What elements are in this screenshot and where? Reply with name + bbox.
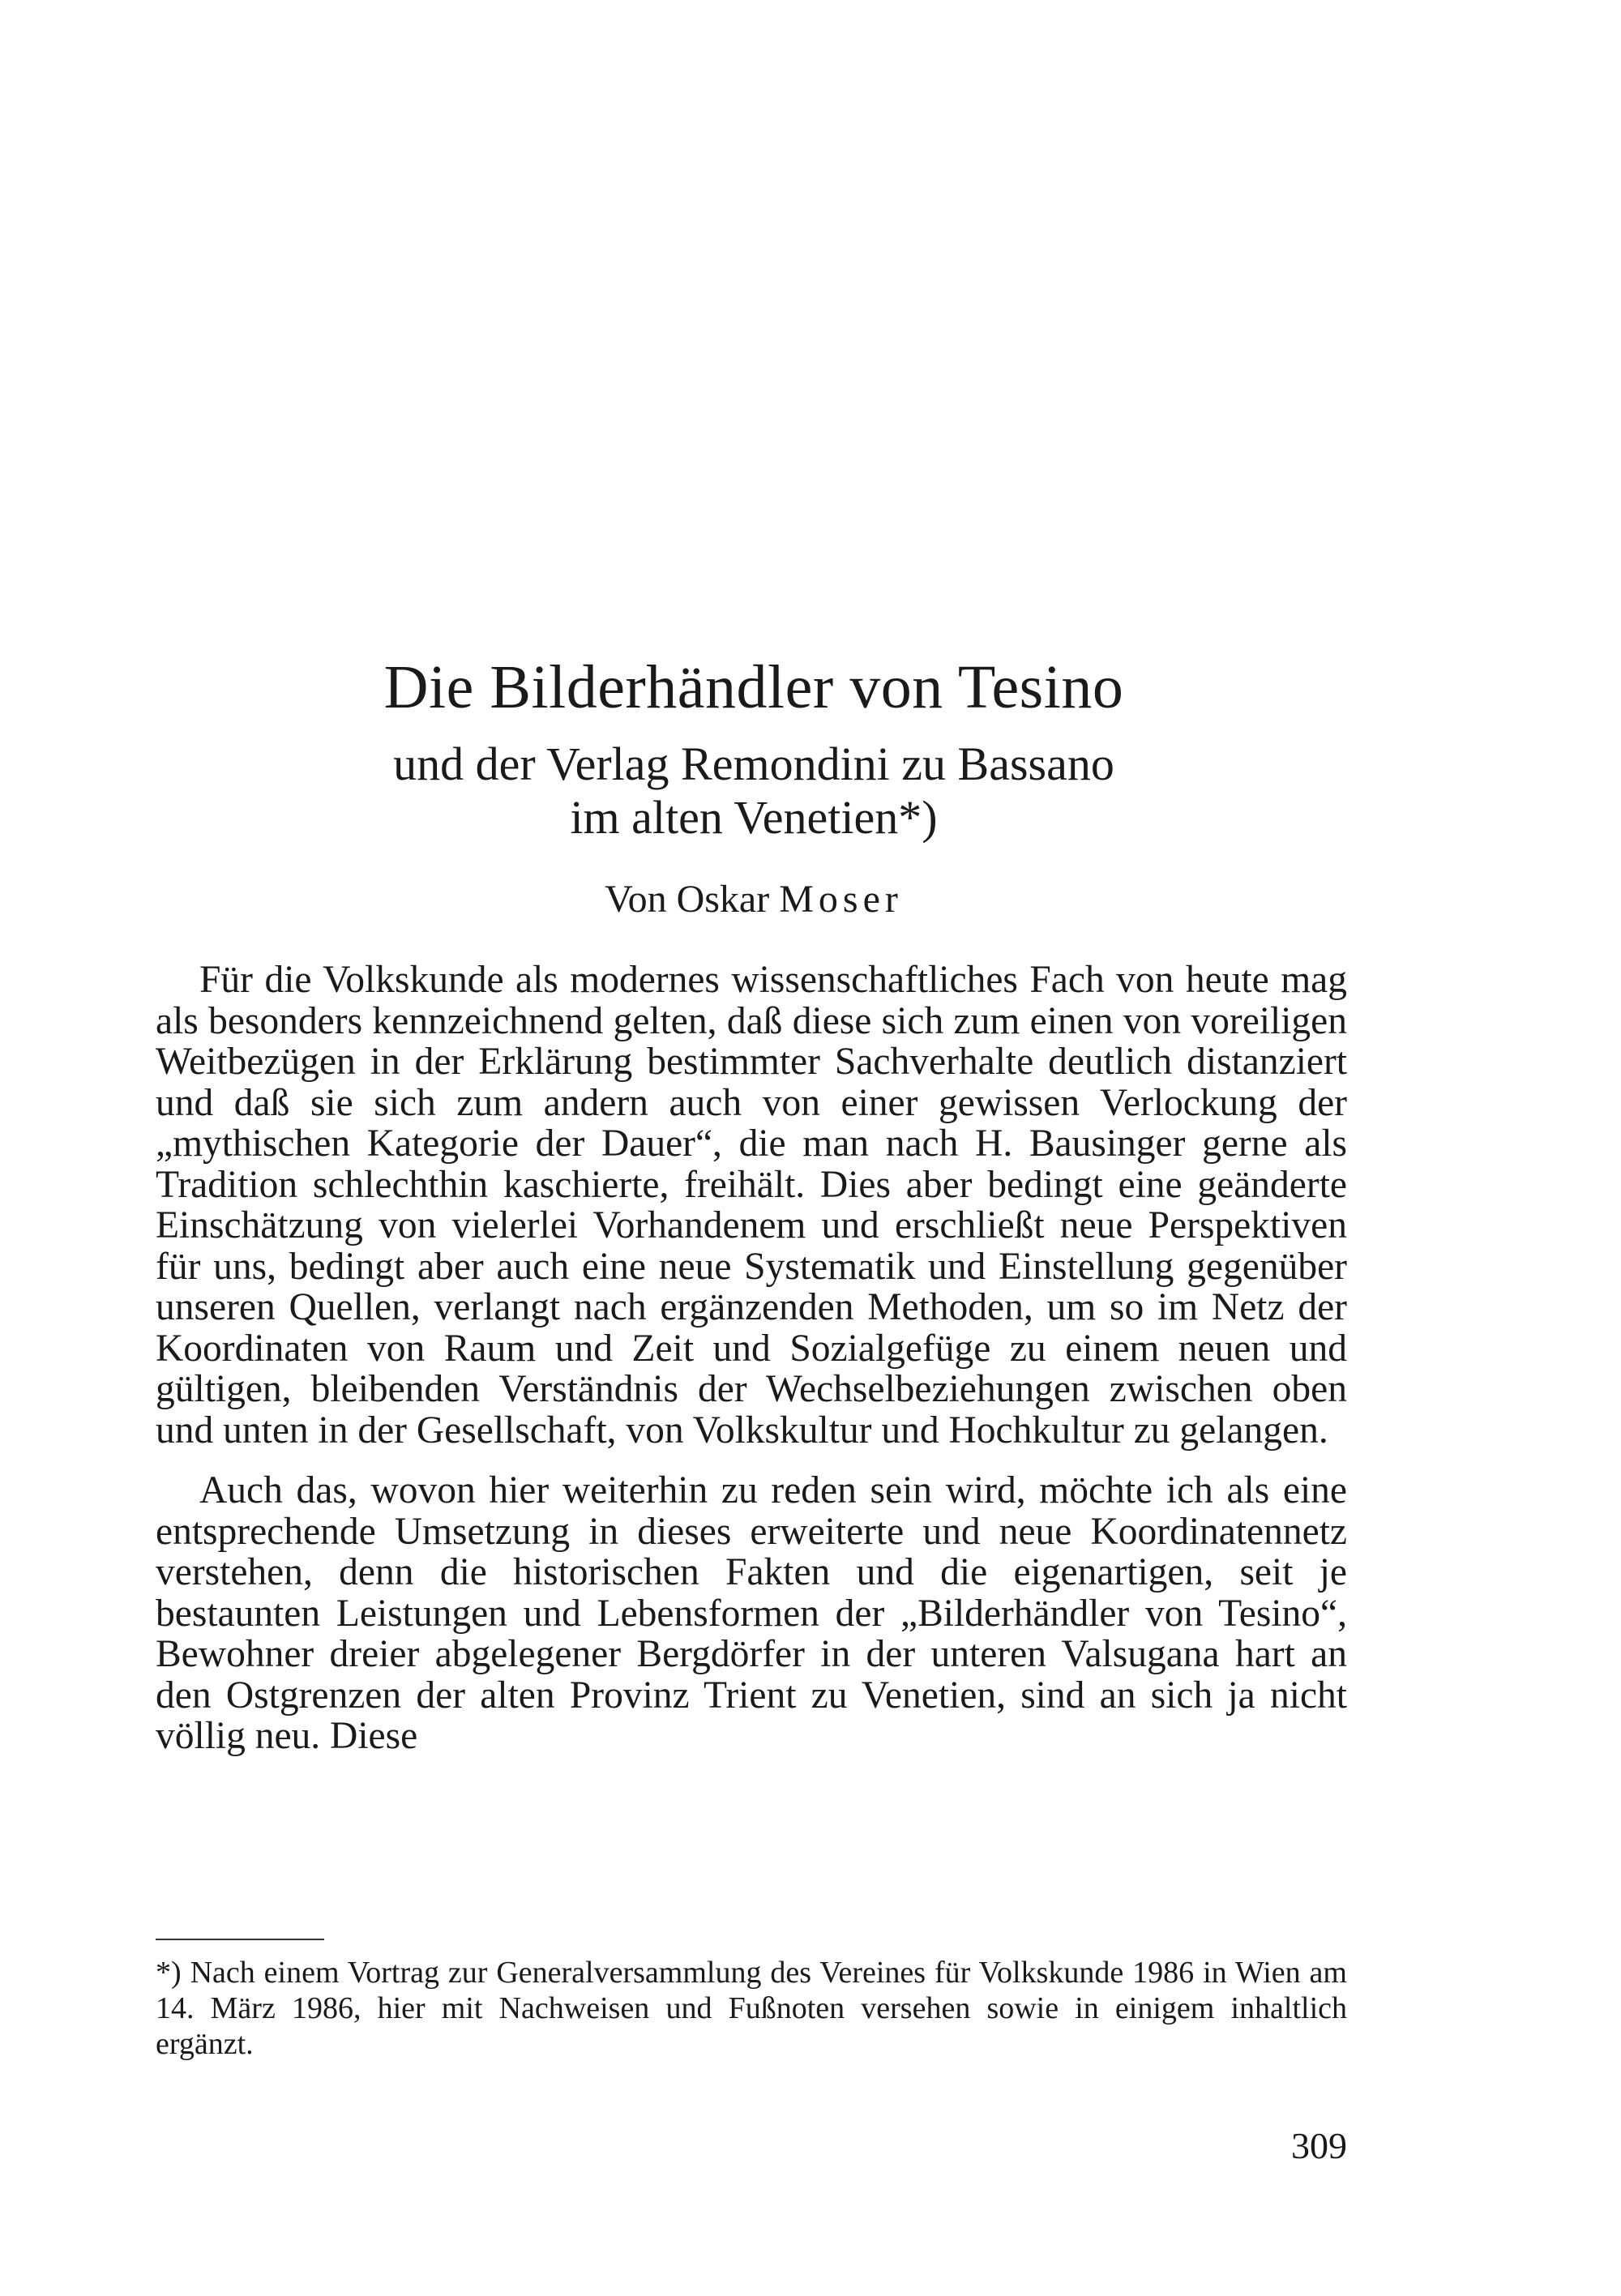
article-body [156, 960, 1347, 1777]
author-byline [0, 877, 1508, 922]
author-prefix: Von Oskar [605, 878, 770, 921]
footnote-divider [156, 1939, 324, 1940]
author-surname: Moser [779, 878, 903, 921]
footnote: *) Nach einem Vortrag zur Generalversammlung des Vereines für Volkskunde 1986 in Wien am 14. März 1986, hier mit Nachweisen und Fußnoten versehen sowie in einigem inhaltlich ergänzt. [156, 1956, 1347, 2061]
body-paragraph-1: Für die Volkskunde als modernes wissenschaftliches Fach von heute mag als besonders kennzeichnend gelten, daß diese sich zum einen von voreiligen Weitbezügen in der Erklärung bestimmter Sachverhalte deutlich distanziert und daß sie sich zum andern auch von einer gewissen Verlockung der „mythischen Kategorie der Dauer“, die man nach H. Bausinger gerne als Tradition schlechthin kaschierte, freihält. Dies aber bedingt eine geänderte Einschätzung von vielerlei Vorhandenem und erschließt neue Perspektiven für uns, bedingt aber auch eine neue Systematik und Einstellung gegenüber unseren Quellen, verlangt nach ergänzenden Methoden, um so im Netz der Koordinaten von Raum und Zeit und Sozialgefüge zu einem neuen und gültigen, bleibenden Verständnis der Wechselbeziehungen zwischen oben und unten in der Gesellschaft, von Volkskultur und Hochkultur zu gelangen. [156, 959, 1347, 1452]
article-subtitle [0, 738, 1508, 844]
subtitle-line-1: und der Verlag Remondini zu Bassano [393, 738, 1114, 790]
page-number: 309 [1291, 2125, 1347, 2166]
body-paragraph-2: Auch das, wovon hier weiterhin zu reden sein wird, möchte ich als eine entsprechende Umsetzung in dieses erweiterte und neue Koordinatennetz verstehen, denn die historischen Fakten und die eigenartigen, seit je bestaunten Leistungen und Lebensformen der „Bilderhändler von Tesino“, Bewohner dreier abgelegener Bergdörfer in der unteren Valsugana hart an den Ostgrenzen der alten Provinz Trient zu Venetien, sind an sich ja nicht völlig neu. Diese [156, 1469, 1347, 1757]
subtitle-line-2: im alten Venetien*) [570, 791, 938, 844]
article-title: Die Bilderhändler von Tesino [383, 653, 1124, 721]
